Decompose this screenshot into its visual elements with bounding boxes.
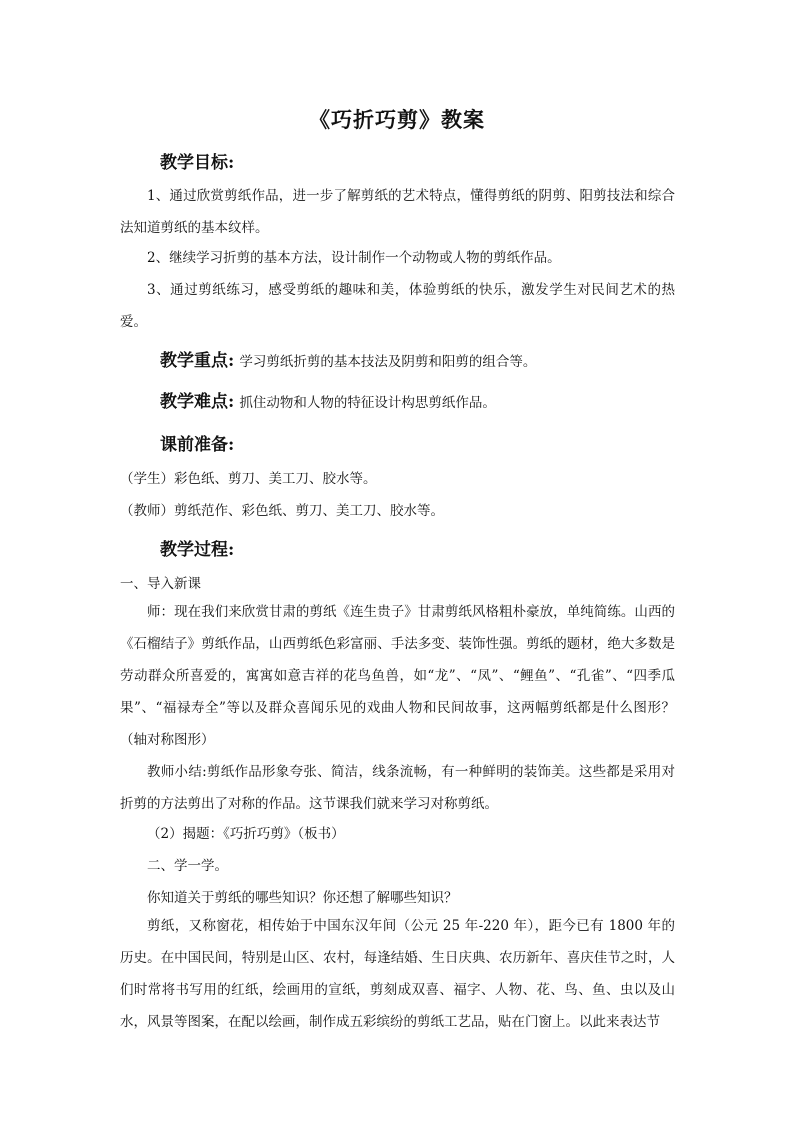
question-text: 你知道关于剪纸的哪些知识？你还想了解哪些知识？ — [147, 890, 458, 906]
preparation-teacher: （教师）剪纸范作、彩色纸、剪刀、美工刀、胶水等。 — [120, 503, 444, 519]
key-points-text: 学习剪纸折剪的基本技法及阴剪和阳剪的组合等。 — [239, 354, 537, 370]
difficulties — [160, 387, 496, 412]
teacher-intro-paragraph: 师：现在我们来欣赏甘肃的剪纸《连生贵子》甘肃剪纸风格粗朴豪放，单纯简练。山西的《石榴结子》剪纸作品，山西剪纸色彩富丽、手法多变、装饰性强。剪纸的题材，绝大多数是劳动群众所喜爱的，寓寓如意吉祥的花鸟鱼兽，如“龙”、“凤”、“鲤鱼”、“孔雀”、“四季瓜果”、“福禄寿全”等以及群众喜闻乐见的戏曲人物和民间故事，这两幅剪纸都是什么图形？（轴对称图形） — [120, 604, 675, 748]
difficulties-label: 教学难点: — [160, 392, 235, 412]
objective-item-1: 1、通过欣赏剪纸作品，进一步了解剪纸的艺术特点，懂得剪纸的阴剪、阳剪技法和综合法知道剪纸的基本纹样。 — [120, 188, 675, 236]
key-points — [160, 346, 536, 371]
history-paragraph: 剪纸，又称窗花，相传始于中国东汉年间（公元 25 年-220 年），距今已有 1800 年的历史。在中国民间，特别是山区、农村，每逢结婚、生日庆典、农历新年、喜庆佳节之时，人们时常将书写用的红纸，绘画用的宣纸，剪刻成双喜、福字、人物、花、鸟、鱼、虫以及山水，风景等图案，在配以绘画，制作成五彩缤纷的剪纸工艺品，贴在门窗上。以此来表达节 — [120, 918, 675, 1030]
objectives-heading: 教学目标: — [160, 153, 235, 173]
teacher-summary-paragraph: 教师小结:剪纸作品形象夸张、简洁，线条流畅，有一种鲜明的装饰美。这些都是采用对折剪的方法剪出了对称的作品。这节课我们就来学习对称剪纸。 — [120, 764, 675, 812]
objective-item-2: 2、继续学习折剪的基本方法，设计制作一个动物或人物的剪纸作品。 — [147, 250, 561, 266]
objective-item-3: 3、通过剪纸练习，感受剪纸的趣味和美，体验剪纸的快乐，激发学生对民间艺术的热爱。 — [120, 282, 675, 330]
process-heading: 教学过程: — [160, 540, 235, 560]
preparation-student: （学生）彩色纸、剪刀、美工刀、胶水等。 — [120, 471, 377, 487]
document-title: 《巧折巧剪》教案 — [309, 107, 485, 132]
difficulties-text: 抓住动物和人物的特征设计构思剪纸作品。 — [239, 395, 496, 411]
key-points-label: 教学重点: — [160, 351, 235, 371]
step1-title: 一、导入新课 — [120, 576, 201, 592]
reveal-topic: （2）揭题：《巧折巧剪》（板书） — [147, 826, 345, 842]
step2-title: 二、学一学。 — [147, 858, 228, 874]
preparation-heading: 课前准备: — [160, 435, 235, 455]
